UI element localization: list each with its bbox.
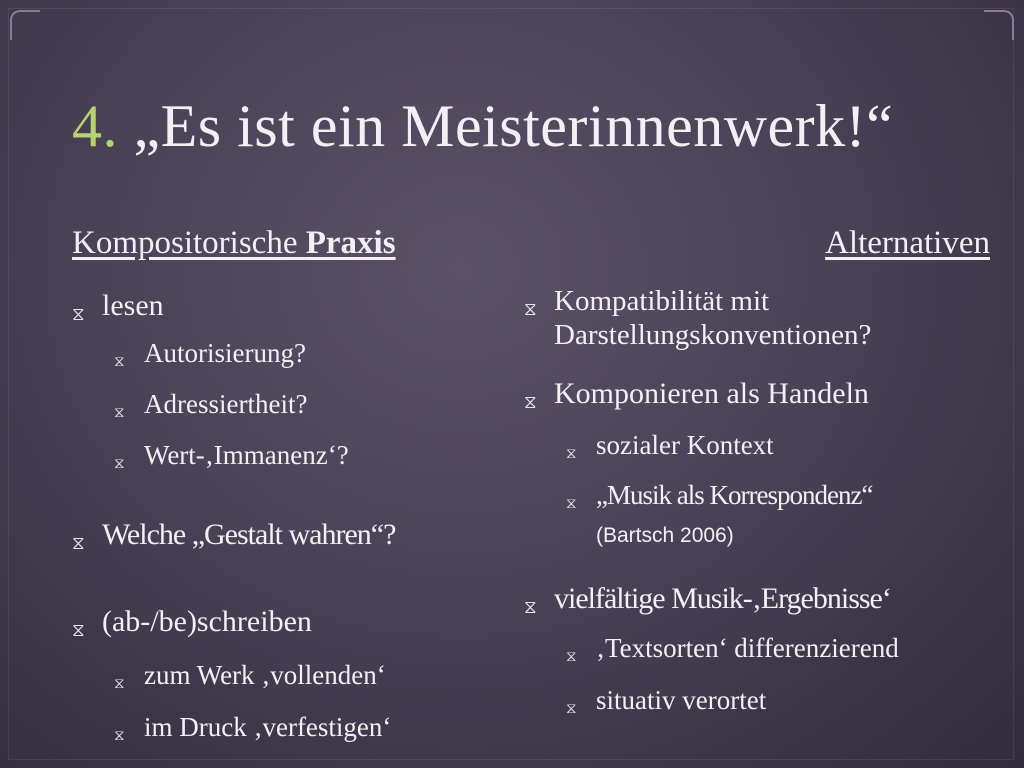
hourglass-bullet-icon: ⧖ bbox=[566, 647, 577, 665]
hourglass-bullet-icon: ⧖ bbox=[524, 299, 537, 320]
sub-list-item bbox=[524, 632, 1004, 672]
sub-list-item bbox=[72, 337, 512, 377]
left-bullet-list bbox=[72, 288, 512, 751]
list-item bbox=[72, 604, 512, 649]
list-item bbox=[72, 288, 512, 333]
hourglass-bullet-icon: ⧖ bbox=[72, 620, 85, 641]
hourglass-bullet-icon: ⧖ bbox=[114, 454, 125, 472]
list-item bbox=[72, 517, 512, 562]
citation-note: (Bartsch 2006) bbox=[596, 524, 734, 547]
title-text: „Es ist ein Meisterinnenwerk!“ bbox=[133, 93, 894, 159]
hourglass-bullet-icon: ⧖ bbox=[72, 533, 84, 554]
hourglass-bullet-icon: ⧖ bbox=[114, 352, 125, 370]
hourglass-bullet-icon: ⧖ bbox=[566, 444, 577, 462]
sub-item-label: zum Werk ‚vollenden‘ bbox=[144, 660, 386, 690]
left-heading-bold: Praxis bbox=[305, 225, 396, 261]
list-item bbox=[524, 376, 1004, 421]
hourglass-bullet-icon: ⧖ bbox=[114, 674, 125, 692]
corner-bracket-top-right bbox=[984, 10, 1014, 40]
hourglass-bullet-icon: ⧖ bbox=[566, 699, 577, 717]
slide-title bbox=[72, 93, 894, 159]
sub-item-label: Autorisierung? bbox=[144, 338, 306, 368]
sub-item-label: „Musik als Korrespondenz“ bbox=[596, 480, 873, 510]
sub-list-item bbox=[524, 429, 1004, 469]
right-bullet-list bbox=[524, 284, 1004, 724]
sub-item-label: Adressiertheit? bbox=[144, 389, 308, 419]
hourglass-bullet-icon: ⧖ bbox=[524, 597, 536, 618]
left-column-heading bbox=[72, 224, 396, 264]
sub-item-label: Wert-‚Immanenz‘? bbox=[144, 440, 349, 470]
title-number: 4. bbox=[72, 93, 118, 159]
item-label: Welche „Gestalt wahren“? bbox=[102, 518, 396, 551]
hourglass-bullet-icon: ⧖ bbox=[72, 304, 85, 325]
item-label: Kompatibilität mit Darstellungskonventionen? bbox=[554, 285, 872, 351]
sub-item-label: im Druck ‚verfestigen‘ bbox=[144, 712, 392, 742]
item-label: (ab-/be)schreiben bbox=[102, 605, 312, 638]
sub-list-item bbox=[524, 684, 1004, 724]
sub-list-item bbox=[72, 439, 512, 479]
sub-list-item bbox=[72, 388, 512, 428]
item-label: lesen bbox=[102, 289, 164, 322]
right-column-heading: Alternativen bbox=[825, 225, 990, 261]
sub-item-label: sozialer Kontext bbox=[596, 430, 774, 460]
hourglass-bullet-icon: ⧖ bbox=[114, 726, 125, 744]
sub-list-item bbox=[524, 479, 1004, 519]
item-label: vielfältige Musik-‚Ergebnisse‘ bbox=[554, 582, 891, 615]
hourglass-bullet-icon: ⧖ bbox=[524, 392, 537, 413]
sub-list-item bbox=[72, 659, 512, 699]
sub-list-item bbox=[72, 711, 512, 751]
corner-bracket-top-left bbox=[10, 10, 40, 40]
list-item bbox=[524, 581, 1004, 626]
item-label: Komponieren als Handeln bbox=[554, 377, 869, 410]
list-item bbox=[524, 284, 1004, 352]
left-heading-normal: Kompositorische bbox=[72, 225, 306, 261]
sub-item-label: ‚Textsorten‘ differenzierend bbox=[596, 633, 899, 663]
hourglass-bullet-icon: ⧖ bbox=[114, 403, 125, 421]
hourglass-bullet-icon: ⧖ bbox=[566, 494, 576, 512]
sub-item-label: situativ verortet bbox=[596, 685, 767, 715]
